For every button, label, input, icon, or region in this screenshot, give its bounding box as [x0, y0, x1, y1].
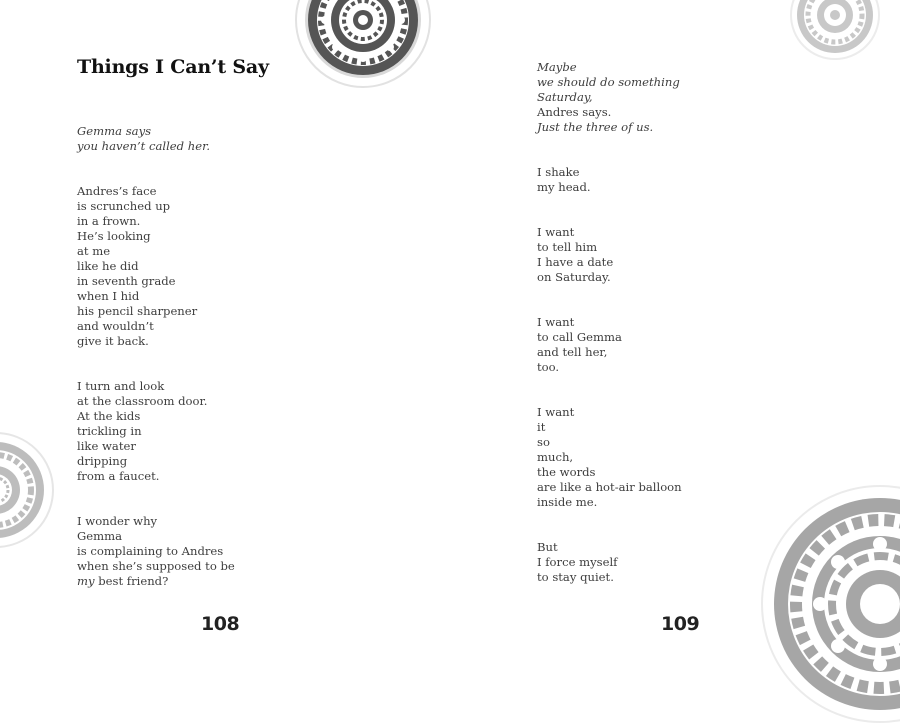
poem-stanza	[77, 124, 337, 154]
poem-stanza	[537, 225, 837, 285]
poem-line: Andres says.	[537, 105, 612, 119]
poem-line: I want	[537, 405, 575, 419]
poem-stanza	[77, 514, 337, 589]
poem-line: at me	[77, 244, 111, 258]
poem-line: I force myself	[537, 555, 618, 569]
poem-line: when she’s supposed to be	[77, 559, 235, 573]
right-page	[450, 0, 900, 675]
poem-line: to call Gemma	[537, 330, 622, 344]
poem-stanza	[537, 405, 837, 510]
poem-line: from a faucet.	[77, 469, 160, 483]
poem-stanza	[537, 540, 837, 585]
poem-line: and tell her,	[537, 345, 608, 359]
poem-line: I have a date	[537, 255, 614, 269]
poem-line: Gemma says	[77, 124, 152, 138]
poem-line: so	[537, 435, 550, 449]
poem-line: the words	[537, 465, 596, 479]
poem-line: like he did	[77, 259, 139, 273]
poem-line: give it back.	[77, 334, 149, 348]
poem-line: I turn and look	[77, 379, 165, 393]
page-number-right: 109	[661, 613, 700, 635]
poem-body-left	[77, 124, 337, 619]
poem-line: much,	[537, 450, 574, 464]
poem-stanza	[537, 165, 837, 195]
poem-line: I shake	[537, 165, 580, 179]
poem-line: are like a hot-air balloon	[537, 480, 682, 494]
poem-line: I wonder why	[77, 514, 158, 528]
page-number-left: 108	[201, 613, 240, 635]
poem-line: inside me.	[537, 495, 598, 509]
poem-line: Just the three of us.	[537, 120, 654, 134]
poem-line: my head.	[537, 180, 591, 194]
emphasized-word: my	[77, 574, 95, 588]
poem-line: Maybe	[537, 60, 577, 74]
poem-title: Things I Can’t Say	[77, 56, 269, 78]
poem-line: Gemma	[77, 529, 123, 543]
poem-line: is scrunched up	[77, 199, 171, 213]
poem-line: At the kids	[77, 409, 141, 423]
poem-line: at the classroom door.	[77, 394, 208, 408]
poem-stanza	[537, 315, 837, 375]
poem-line: trickling in	[77, 424, 142, 438]
poem-body-right	[537, 60, 837, 615]
poem-line: too.	[537, 360, 560, 374]
poem-line: Saturday,	[537, 90, 593, 104]
line-text: best friend?	[94, 574, 169, 588]
poem-line: Andres’s face	[77, 184, 157, 198]
poem-line	[77, 574, 337, 589]
poem-line: and wouldn’t	[77, 319, 154, 333]
poem-line: is complaining to Andres	[77, 544, 224, 558]
poem-line: in seventh grade	[77, 274, 176, 288]
poem-line: you haven’t called her.	[77, 139, 211, 153]
poem-line: But	[537, 540, 558, 554]
poem-line: it	[537, 420, 546, 434]
poem-stanza	[77, 379, 337, 484]
poem-line: dripping	[77, 454, 128, 468]
poem-line: we should do something	[537, 75, 680, 89]
poem-line: when I hid	[77, 289, 140, 303]
poem-line: to stay quiet.	[537, 570, 614, 584]
poem-stanza	[77, 184, 337, 349]
poem-line: to tell him	[537, 240, 598, 254]
poem-line: I want	[537, 315, 575, 329]
poem-stanza	[537, 60, 837, 135]
poem-line: on Saturday.	[537, 270, 611, 284]
left-page	[0, 0, 450, 675]
poem-line: his pencil sharpener	[77, 304, 198, 318]
poem-line: He’s looking	[77, 229, 151, 243]
poem-line: in a frown.	[77, 214, 141, 228]
poem-line: like water	[77, 439, 136, 453]
poem-line: I want	[537, 225, 575, 239]
